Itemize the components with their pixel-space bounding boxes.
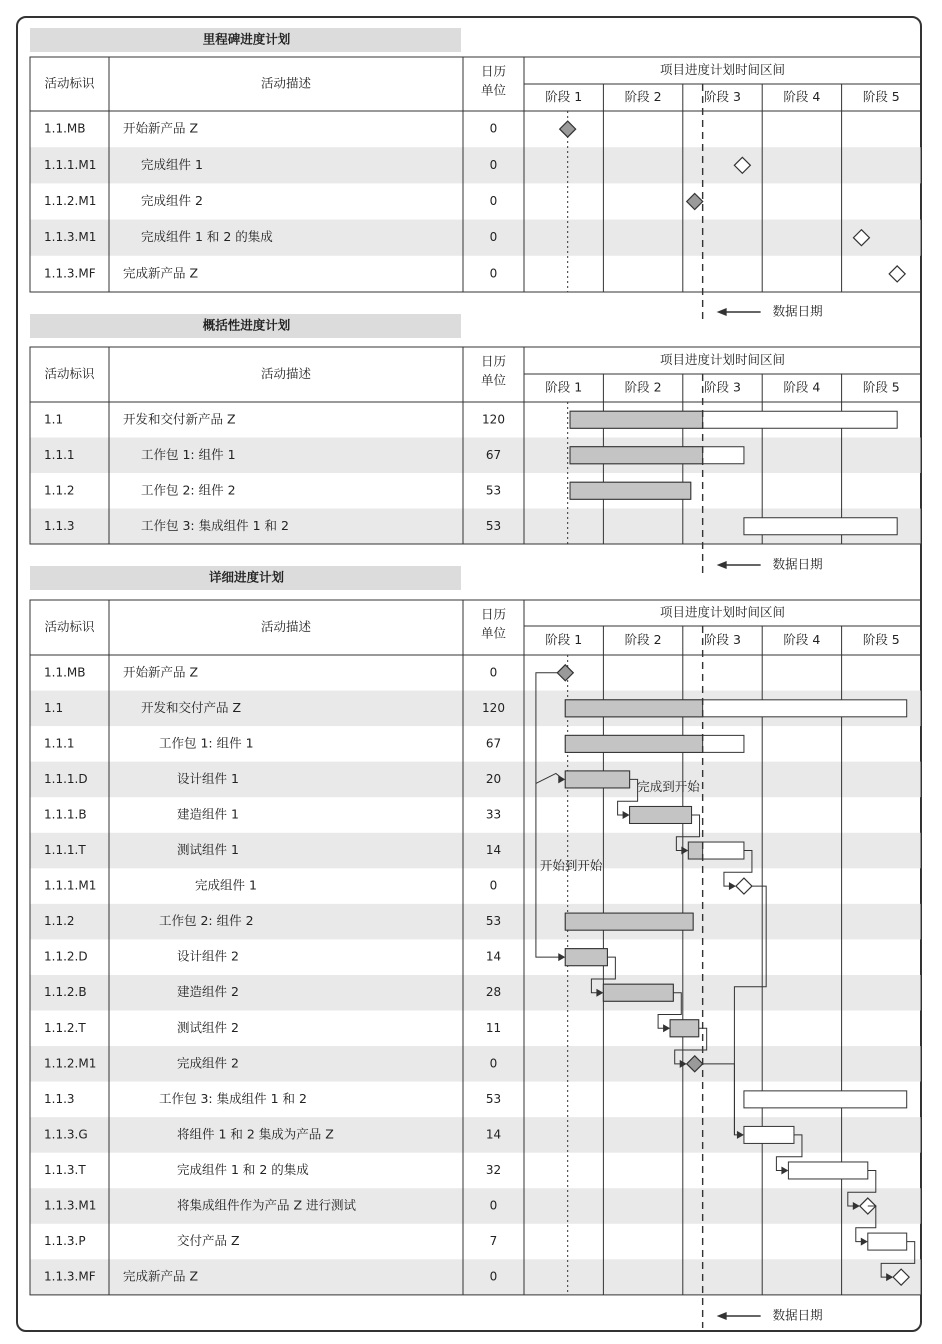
schedule-bar-progress [565,735,702,752]
schedule-bar-progress [570,411,703,428]
activity-id: 1.1.3.M1 [44,230,97,245]
activity-desc: 建造组件 2 [177,984,239,1000]
period-label: 阶段 4 [783,379,821,395]
schedule-bar-progress [565,913,693,930]
row-background [30,1188,921,1224]
calendar-units: 67 [485,447,502,462]
activity-id: 1.1.3.M1 [44,1198,97,1213]
schedule-bar [744,1091,907,1108]
period-label: 阶段 5 [862,379,900,395]
activity-desc: 开发和交付产品 Z [141,699,242,715]
milestone-diamond [687,194,703,210]
section-title: 概括性进度计划 [202,317,291,333]
schedule-bar [744,1126,794,1143]
activity-id: 1.1.1.B [44,807,87,822]
col-header-desc: 活动描述 [260,75,312,91]
col-header-desc: 活动描述 [260,619,312,634]
timeframe-header: 项目进度计划时间区间 [659,62,786,77]
activity-id: 1.1.3.P [44,1234,86,1249]
activity-desc: 将组件 1 和 2 集成为产品 Z [177,1126,334,1142]
calendar-units: 67 [485,736,502,751]
activity-desc: 开始新产品 Z [123,664,199,680]
finish-to-start-label: 完成到开始 [637,778,700,794]
activity-id: 1.1 [44,700,64,715]
dependency-arrow-head [558,953,565,961]
activity-id: 1.1.1 [44,736,75,751]
calendar-units: 28 [485,985,502,1000]
activity-id: 1.1.3 [44,1091,75,1106]
calendar-units: 0 [489,121,498,136]
schedule-bar-progress [565,700,702,717]
calendar-units: 0 [489,1198,498,1213]
activity-id: 1.1.3.G [44,1127,88,1142]
activity-id: 1.1.3.MF [44,266,96,281]
activity-desc: 开发和交付新产品 Z [123,411,236,427]
row-background [30,1046,921,1082]
activity-desc: 完成组件 2 [141,193,203,208]
activity-id: 1.1 [44,412,64,427]
period-label: 阶段 1 [545,632,583,647]
calendar-units: 0 [489,157,498,172]
activity-id: 1.1.2.B [44,985,87,1000]
timeframe-header: 项目进度计划时间区间 [659,352,786,367]
calendar-units: 0 [489,1269,498,1284]
period-label: 阶段 4 [783,632,821,647]
data-date-label: 数据日期 [772,556,823,572]
activity-desc: 完成组件 1 [141,156,203,172]
col-header-units: 日历 [480,353,507,369]
calendar-units: 0 [489,266,498,281]
activity-id: 1.1.3.MF [44,1269,96,1284]
calendar-units: 14 [485,843,502,858]
activity-id: 1.1.1.M1 [44,157,97,172]
schedule-bar-progress [603,984,673,1001]
activity-desc: 完成组件 1 和 2 的集成 [177,1161,309,1177]
milestone-diamond [557,665,573,681]
activity-id: 1.1.3.T [44,1162,86,1177]
calendar-units: 53 [485,914,502,929]
dependency-arrow-head [781,1166,788,1174]
period-label: 阶段 4 [783,89,821,104]
activity-desc: 工作包 3: 集成组件 1 和 2 [141,517,289,533]
period-label: 阶段 1 [545,89,583,104]
activity-id: 1.1.2.M1 [44,194,97,208]
dependency-arrow-head [729,882,736,890]
col-header-units: 单位 [480,625,507,641]
schedule-bar-progress [570,482,691,499]
activity-desc: 测试组件 1 [177,842,239,858]
timeframe-header: 项目进度计划时间区间 [659,604,786,620]
calendar-units: 0 [489,194,498,208]
dependency-arrow-head [861,1238,868,1246]
period-label: 阶段 3 [704,379,741,395]
schedule-bar-progress [565,771,629,788]
schedule-bar [868,1233,907,1250]
col-header-units: 日历 [480,606,507,622]
section-title: 里程碑进度计划 [202,31,291,47]
schedule-bar-progress [688,842,702,859]
schedule-bar [744,518,897,535]
calendar-units: 20 [485,771,502,786]
data-date-arrow-head [717,1312,727,1320]
activity-id: 1.1.2 [44,914,75,929]
schedule-bar [788,1162,867,1179]
col-header-id: 活动标识 [44,75,95,91]
activity-desc: 完成新产品 Z [123,265,199,281]
calendar-units: 33 [485,807,502,822]
data-date-arrow-head [717,308,727,316]
calendar-units: 0 [489,230,498,245]
dependency-arrow-head [663,1024,670,1032]
start-to-start-label: 开始到开始 [539,858,603,874]
calendar-units: 0 [489,878,498,893]
activity-desc: 工作包 1: 组件 1 [159,735,254,751]
activity-id: 1.1.2.D [44,949,88,964]
schedule-bar-progress [670,1020,699,1037]
col-header-units: 日历 [480,63,507,79]
period-label: 阶段 1 [545,379,583,395]
calendar-units: 120 [482,700,505,715]
activity-desc: 工作包 3: 集成组件 1 和 2 [159,1090,307,1106]
calendar-units: 7 [489,1234,498,1249]
col-header-id: 活动标识 [44,366,95,381]
calendar-units: 14 [485,1127,502,1142]
activity-id: 1.1.MB [44,121,86,136]
row-background [30,975,921,1011]
milestone-diamond [560,121,576,137]
section-title: 详细进度计划 [208,569,285,585]
activity-id: 1.1.2.T [44,1020,86,1035]
calendar-units: 11 [485,1020,502,1035]
activity-desc: 交付产品 Z [177,1233,240,1249]
activity-id: 1.1.MB [44,665,86,680]
data-date-label: 数据日期 [772,1307,823,1323]
schedule-bar-progress [565,949,607,966]
calendar-units: 120 [482,412,505,427]
activity-desc: 设计组件 1 [177,770,239,786]
activity-desc: 工作包 2: 组件 2 [159,913,254,929]
activity-desc: 开始新产品 Z [123,120,199,136]
activity-desc: 建造组件 1 [177,806,239,822]
activity-id: 1.1.2 [44,483,75,498]
data-date-label: 数据日期 [772,303,823,319]
row-background [30,833,921,869]
activity-desc: 工作包 1: 组件 1 [141,446,236,462]
activity-id: 1.1.1.T [44,843,86,858]
col-header-units: 单位 [480,372,507,388]
activity-desc: 完成组件 1 [195,877,257,893]
activity-id: 1.1.2.M1 [44,1056,97,1071]
calendar-units: 53 [485,1091,502,1106]
activity-desc: 完成组件 1 和 2 的集成 [141,229,273,245]
data-date-arrow-head [717,561,727,569]
period-label: 阶段 2 [624,379,662,395]
period-label: 阶段 5 [862,632,900,647]
calendar-units: 0 [489,665,498,680]
period-label: 阶段 2 [624,632,662,647]
calendar-units: 0 [489,1056,498,1071]
schedule-bar-progress [570,447,703,464]
period-label: 阶段 2 [624,89,662,104]
activity-desc: 工作包 2: 组件 2 [141,482,236,498]
activity-id: 1.1.1.D [44,771,88,786]
period-label: 阶段 5 [862,89,900,104]
schedule-bar-progress [630,806,692,823]
col-header-id: 活动标识 [44,619,95,634]
activity-desc: 设计组件 2 [177,948,239,964]
activity-desc: 完成组件 2 [177,1055,239,1071]
col-header-desc: 活动描述 [260,366,312,381]
activity-desc: 完成新产品 Z [123,1268,199,1284]
activity-id: 1.1.1.M1 [44,878,97,893]
dependency-arrow-head [623,811,630,819]
calendar-units: 53 [485,518,502,533]
activity-id: 1.1.1 [44,447,75,462]
row-background [30,762,921,798]
activity-desc: 测试组件 2 [177,1019,239,1035]
calendar-units: 14 [485,949,502,964]
col-header-units: 单位 [480,82,507,98]
period-label: 阶段 3 [704,89,741,104]
period-label: 阶段 3 [704,632,741,647]
calendar-units: 53 [485,483,502,498]
activity-desc: 将集成组件作为产品 Z 进行测试 [177,1197,357,1213]
calendar-units: 32 [485,1162,502,1177]
milestone-diamond [736,878,752,894]
activity-id: 1.1.3 [44,518,75,533]
milestone-diamond [889,266,905,282]
